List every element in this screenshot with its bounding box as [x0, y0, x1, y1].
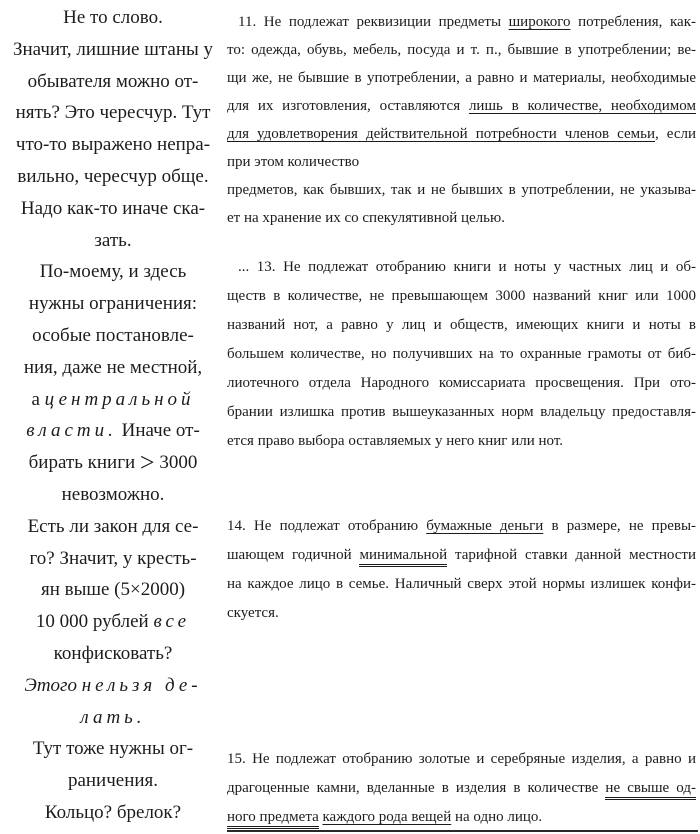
- text-line: [227, 803, 696, 832]
- text-line: [227, 36, 696, 64]
- document-column: [227, 0, 696, 832]
- text-run: Не то слово.: [63, 7, 163, 28]
- text-run: широкого: [508, 14, 571, 30]
- text-run: власти.: [26, 420, 117, 442]
- text-run: го? Значит, у кресть-: [29, 547, 197, 569]
- text-line: [227, 398, 696, 427]
- margin-note-line: [0, 225, 226, 257]
- text-line: [227, 427, 696, 456]
- text-run: конфисковать?: [53, 642, 173, 664]
- margin-note-line: [0, 702, 226, 734]
- text-line: [227, 512, 696, 541]
- text-run: тарифной ставки данной местности: [447, 547, 696, 563]
- margin-note-line: [0, 320, 226, 352]
- text-run: то: одежда, обувь, мебель, посуда и т. п., бывшие в употреблении; ве-: [227, 42, 696, 58]
- text-line: [227, 92, 696, 120]
- text-run: что-то выражено непра-: [15, 134, 211, 156]
- paragraph-13: [227, 253, 696, 456]
- text-run: предметов, как бывших, так и не бывших в употреблении, не указыва-: [227, 182, 696, 198]
- margin-note-line: [0, 384, 226, 416]
- text-line: [227, 340, 696, 369]
- text-run: в размере, не превы-: [543, 518, 697, 534]
- text-line: [227, 311, 696, 340]
- margin-note-line: [0, 511, 226, 543]
- margin-note-line: [0, 733, 226, 765]
- text-run: Этого: [24, 674, 82, 696]
- text-run: для их изготовления, оставляются: [227, 98, 469, 114]
- text-run: потребления, как-: [570, 14, 696, 30]
- text-run: а: [31, 388, 45, 410]
- text-run: ... 13. Не подлежат отобранию книги и ноты у частных лиц и об-: [238, 259, 696, 275]
- text-run: ного предмета: [227, 809, 319, 829]
- text-run: скуется.: [227, 605, 279, 621]
- text-line: [227, 253, 696, 282]
- text-run: Есть ли закон для се-: [27, 515, 199, 537]
- text-run: Тут тоже нужны ог-: [32, 738, 194, 760]
- margin-note-line: [0, 97, 226, 129]
- text-line: [227, 541, 696, 570]
- text-run: обывателя можно от-: [27, 70, 199, 92]
- text-run: нельзя: [81, 674, 166, 696]
- margin-note-line: [0, 765, 226, 797]
- text-run: Надо как-то иначе ска-: [20, 197, 206, 219]
- text-run: шающем годичной: [227, 547, 360, 563]
- text-run: >: [139, 448, 155, 478]
- margin-note-line: [0, 574, 226, 606]
- paragraph-15: [227, 745, 696, 832]
- margin-note-line: [0, 34, 226, 66]
- margin-note-line: [0, 606, 226, 638]
- text-run: минимальной: [359, 547, 447, 567]
- text-run: каждого рода вещей: [322, 809, 452, 825]
- text-line: [227, 570, 696, 599]
- text-line: [227, 745, 696, 774]
- text-run: бумажные деньги: [426, 518, 544, 534]
- text-run: ян выше (5×2000): [40, 579, 186, 601]
- margin-note-line: [0, 670, 226, 702]
- text-run: Значит, лишние штаны у: [12, 38, 214, 60]
- text-run: лать.: [80, 706, 146, 728]
- text-run: драгоценные камни, вделанные в изделия в количестве: [227, 780, 606, 796]
- text-run: лиотечного отдела Народного комиссариата просвещения. При ото-: [227, 375, 696, 391]
- paragraph-11: [227, 8, 696, 232]
- text-run: , если: [655, 126, 696, 142]
- margin-note-line: [0, 797, 226, 829]
- page-edge-rule: [227, 830, 698, 832]
- margin-note-line: [0, 479, 226, 511]
- text-run: вильно, чересчур обще.: [17, 165, 209, 187]
- text-run: нять? Это чересчур. Тут: [15, 102, 211, 124]
- text-run: нужны ограничения:: [28, 293, 198, 315]
- margin-note-line: [0, 129, 226, 161]
- text-line: [227, 774, 696, 803]
- text-run: 14. Не подлежат отобранию: [227, 518, 427, 534]
- text-run: центральной: [44, 388, 195, 410]
- text-run: 3000: [154, 452, 198, 474]
- text-run: на каждое лицо в семье. Наличный сверх этой нормы излишек конфи-: [227, 576, 696, 592]
- text-run: Кольцо? брелок?: [44, 801, 182, 823]
- margin-note-line: [0, 352, 226, 384]
- text-line: [227, 148, 696, 176]
- text-line: [227, 282, 696, 311]
- margin-note-line: [0, 256, 226, 288]
- margin-note-line: [0, 66, 226, 98]
- text-run: бирать книги: [28, 452, 140, 474]
- margin-note-line: [0, 193, 226, 225]
- text-run: все: [153, 611, 191, 633]
- text-line: [227, 120, 696, 148]
- text-run: ния, даже не местной,: [23, 356, 203, 378]
- margin-note-line: [0, 447, 226, 479]
- text-run: ет на хранение их со спекулятивной целью.: [227, 210, 505, 226]
- margin-note-line: [0, 288, 226, 320]
- margin-note-line: [0, 2, 226, 34]
- margin-note-line: [0, 415, 226, 447]
- text-run: зать.: [94, 229, 132, 251]
- text-run: для удовлетворения действительной потребности членов семьи: [227, 126, 655, 142]
- text-run: Иначе от-: [116, 420, 200, 442]
- margin-note-line: [0, 638, 226, 670]
- text-run: 11. Не подлежат реквизиции предметы: [238, 14, 509, 30]
- text-line: [227, 8, 696, 36]
- text-line: [227, 369, 696, 398]
- text-run: де-: [165, 674, 202, 696]
- text-run: невозможно.: [61, 483, 165, 505]
- text-run: раничения.: [67, 770, 159, 792]
- text-run: брании излишка против вышеуказанных норм владельцу предоставля-: [227, 404, 696, 420]
- text-line: [227, 64, 696, 92]
- text-line: [227, 204, 696, 232]
- paragraph-14: [227, 512, 696, 628]
- text-run: ется право выбора оставляемых у него книг или нот.: [227, 433, 563, 449]
- margin-notes-column: [0, 2, 226, 829]
- text-run: большем количестве, но получивших на то охранные грамоты от биб-: [227, 346, 696, 362]
- text-run: щи же, не бывшие в употреблении, а равно и материалы, необходимые: [227, 70, 696, 86]
- text-run: на одно лицо.: [451, 809, 543, 825]
- text-line: [227, 176, 696, 204]
- text-run: ществ в количестве, не превышающем 3000 названий книг или 1000: [227, 288, 696, 304]
- text-run: По-моему, и здесь: [39, 261, 187, 283]
- text-run: названий нот, а равно у лиц и обществ, имеющих книги и ноты в: [227, 317, 696, 333]
- text-line: [227, 599, 696, 628]
- text-run: 10 000 рублей: [35, 611, 154, 633]
- margin-note-line: [0, 161, 226, 193]
- text-run: особые постановле-: [32, 324, 194, 346]
- text-run: 15. Не подлежат отобранию золотые и серебряные изделия, а равно и: [227, 751, 696, 767]
- text-run: при этом количество: [227, 154, 360, 170]
- margin-note-line: [0, 543, 226, 575]
- text-run: не свыше од-: [605, 780, 696, 800]
- text-run: лишь в количестве, необходимом: [468, 98, 696, 114]
